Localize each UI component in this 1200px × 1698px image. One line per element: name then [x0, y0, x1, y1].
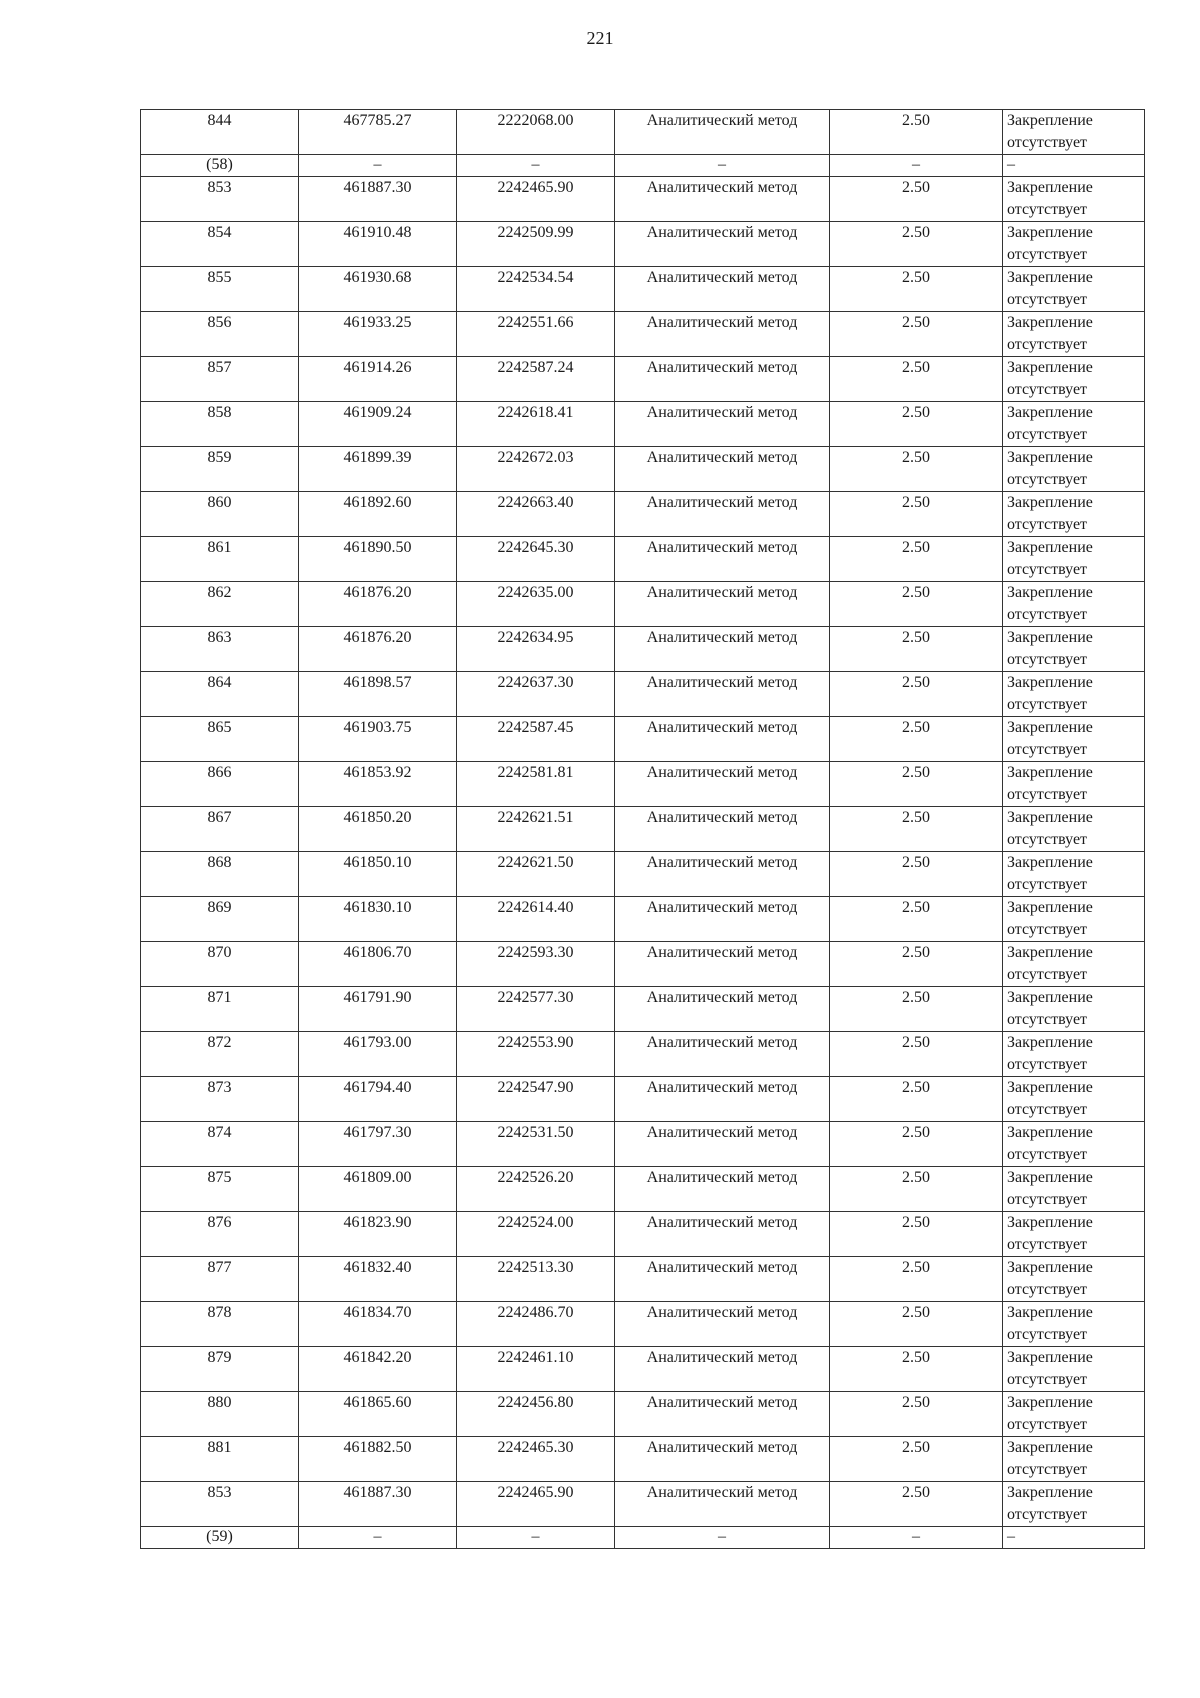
accuracy-cell: 2.50: [830, 312, 1003, 357]
y-coordinate-cell: 2242486.70: [457, 1302, 615, 1347]
table-row: [141, 807, 1145, 852]
point-number-cell: 862: [141, 582, 299, 627]
x-coordinate-cell: 461850.20: [299, 807, 457, 852]
point-number-cell: 878: [141, 1302, 299, 1347]
y-coordinate-cell: 2242637.30: [457, 672, 615, 717]
method-cell: Аналитический метод: [615, 717, 830, 762]
y-coordinate-cell: 2242614.40: [457, 897, 615, 942]
y-coordinate-cell: 2242581.81: [457, 762, 615, 807]
x-coordinate-cell: 461876.20: [299, 627, 457, 672]
accuracy-cell: 2.50: [830, 267, 1003, 312]
x-coordinate-cell: 461791.90: [299, 987, 457, 1032]
fixation-cell: Закрепление отсутствует: [1003, 1302, 1145, 1347]
point-number-cell: 860: [141, 492, 299, 537]
fixation-cell: Закрепление отсутствует: [1003, 177, 1145, 222]
y-coordinate-cell: 2242465.90: [457, 177, 615, 222]
method-cell: Аналитический метод: [615, 110, 830, 155]
method-cell: Аналитический метод: [615, 1482, 830, 1527]
y-coordinate-cell: 2242621.51: [457, 807, 615, 852]
x-coordinate-cell: 461910.48: [299, 222, 457, 267]
table-row: [141, 672, 1145, 717]
point-number-cell: 868: [141, 852, 299, 897]
accuracy-cell: 2.50: [830, 627, 1003, 672]
point-number-cell: 857: [141, 357, 299, 402]
accuracy-cell: 2.50: [830, 717, 1003, 762]
y-coordinate-cell: 2242645.30: [457, 537, 615, 582]
y-coordinate-cell: 2242577.30: [457, 987, 615, 1032]
table-row: [141, 267, 1145, 312]
point-number-cell: 881: [141, 1437, 299, 1482]
y-coordinate-cell: 2242663.40: [457, 492, 615, 537]
table-row: [141, 1077, 1145, 1122]
table-row: [141, 852, 1145, 897]
point-number-cell: 863: [141, 627, 299, 672]
table-row: [141, 1257, 1145, 1302]
table-row: [141, 762, 1145, 807]
table-row: [141, 312, 1145, 357]
accuracy-cell: 2.50: [830, 1392, 1003, 1437]
point-number-cell: 856: [141, 312, 299, 357]
method-cell: Аналитический метод: [615, 357, 830, 402]
point-number-cell: 864: [141, 672, 299, 717]
x-coordinate-cell: 461933.25: [299, 312, 457, 357]
method-cell: Аналитический метод: [615, 762, 830, 807]
method-cell: Аналитический метод: [615, 1437, 830, 1482]
accuracy-cell: –: [830, 1527, 1003, 1549]
point-number-cell: 865: [141, 717, 299, 762]
point-number-cell: 844: [141, 110, 299, 155]
table-row: [141, 357, 1145, 402]
accuracy-cell: 2.50: [830, 762, 1003, 807]
point-number-cell: 870: [141, 942, 299, 987]
point-number-cell: 876: [141, 1212, 299, 1257]
x-coordinate-cell: –: [299, 155, 457, 177]
x-coordinate-cell: –: [299, 1527, 457, 1549]
method-cell: Аналитический метод: [615, 807, 830, 852]
x-coordinate-cell: 461876.20: [299, 582, 457, 627]
y-coordinate-cell: 2242465.90: [457, 1482, 615, 1527]
accuracy-cell: 2.50: [830, 110, 1003, 155]
accuracy-cell: 2.50: [830, 357, 1003, 402]
x-coordinate-cell: 461830.10: [299, 897, 457, 942]
table-row: [141, 1482, 1145, 1527]
accuracy-cell: 2.50: [830, 1212, 1003, 1257]
point-number-cell: 858: [141, 402, 299, 447]
x-coordinate-cell: 461809.00: [299, 1167, 457, 1212]
table-row: [141, 1167, 1145, 1212]
accuracy-cell: 2.50: [830, 177, 1003, 222]
page-number: 221: [586, 28, 614, 48]
x-coordinate-cell: 461930.68: [299, 267, 457, 312]
method-cell: Аналитический метод: [615, 942, 830, 987]
point-number-cell: (59): [141, 1527, 299, 1549]
accuracy-cell: 2.50: [830, 1257, 1003, 1302]
x-coordinate-cell: 461794.40: [299, 1077, 457, 1122]
fixation-cell: Закрепление отсутствует: [1003, 537, 1145, 582]
method-cell: Аналитический метод: [615, 672, 830, 717]
point-number-cell: 880: [141, 1392, 299, 1437]
accuracy-cell: 2.50: [830, 537, 1003, 582]
fixation-cell: Закрепление отсутствует: [1003, 1392, 1145, 1437]
contour-separator-row: [141, 1527, 1145, 1549]
point-number-cell: 871: [141, 987, 299, 1032]
y-coordinate-cell: 2242465.30: [457, 1437, 615, 1482]
y-coordinate-cell: –: [457, 155, 615, 177]
method-cell: Аналитический метод: [615, 1347, 830, 1392]
table-row: [141, 537, 1145, 582]
table-row: [141, 1122, 1145, 1167]
x-coordinate-cell: 461898.57: [299, 672, 457, 717]
fixation-cell: –: [1003, 155, 1145, 177]
y-coordinate-cell: 2242672.03: [457, 447, 615, 492]
x-coordinate-cell: 467785.27: [299, 110, 457, 155]
table-row: [141, 492, 1145, 537]
accuracy-cell: 2.50: [830, 987, 1003, 1032]
accuracy-cell: 2.50: [830, 807, 1003, 852]
x-coordinate-cell: 461823.90: [299, 1212, 457, 1257]
point-number-cell: (58): [141, 155, 299, 177]
y-coordinate-cell: 2242534.54: [457, 267, 615, 312]
point-number-cell: 877: [141, 1257, 299, 1302]
table-row: [141, 717, 1145, 762]
accuracy-cell: 2.50: [830, 1482, 1003, 1527]
y-coordinate-cell: 2242553.90: [457, 1032, 615, 1077]
accuracy-cell: 2.50: [830, 897, 1003, 942]
method-cell: Аналитический метод: [615, 582, 830, 627]
fixation-cell: Закрепление отсутствует: [1003, 672, 1145, 717]
point-number-cell: 855: [141, 267, 299, 312]
fixation-cell: –: [1003, 1527, 1145, 1549]
method-cell: Аналитический метод: [615, 1122, 830, 1167]
y-coordinate-cell: 2242587.24: [457, 357, 615, 402]
table-row: [141, 1302, 1145, 1347]
table-row: [141, 402, 1145, 447]
table-row: [141, 222, 1145, 267]
y-coordinate-cell: 2242551.66: [457, 312, 615, 357]
fixation-cell: Закрепление отсутствует: [1003, 627, 1145, 672]
accuracy-cell: 2.50: [830, 492, 1003, 537]
table-row: [141, 582, 1145, 627]
x-coordinate-cell: 461832.40: [299, 1257, 457, 1302]
fixation-cell: Закрепление отсутствует: [1003, 312, 1145, 357]
method-cell: Аналитический метод: [615, 852, 830, 897]
method-cell: Аналитический метод: [615, 312, 830, 357]
point-number-cell: 861: [141, 537, 299, 582]
x-coordinate-cell: 461865.60: [299, 1392, 457, 1437]
method-cell: Аналитический метод: [615, 492, 830, 537]
y-coordinate-cell: –: [457, 1527, 615, 1549]
fixation-cell: Закрепление отсутствует: [1003, 1482, 1145, 1527]
fixation-cell: Закрепление отсутствует: [1003, 762, 1145, 807]
fixation-cell: Закрепление отсутствует: [1003, 1167, 1145, 1212]
point-number-cell: 874: [141, 1122, 299, 1167]
method-cell: Аналитический метод: [615, 267, 830, 312]
y-coordinate-cell: 2242635.00: [457, 582, 615, 627]
point-number-cell: 872: [141, 1032, 299, 1077]
fixation-cell: Закрепление отсутствует: [1003, 492, 1145, 537]
accuracy-cell: 2.50: [830, 1302, 1003, 1347]
x-coordinate-cell: 461890.50: [299, 537, 457, 582]
point-number-cell: 869: [141, 897, 299, 942]
point-number-cell: 853: [141, 1482, 299, 1527]
fixation-cell: Закрепление отсутствует: [1003, 447, 1145, 492]
method-cell: Аналитический метод: [615, 1212, 830, 1257]
y-coordinate-cell: 2242509.99: [457, 222, 615, 267]
fixation-cell: Закрепление отсутствует: [1003, 807, 1145, 852]
fixation-cell: Закрепление отсутствует: [1003, 852, 1145, 897]
method-cell: Аналитический метод: [615, 1302, 830, 1347]
point-number-cell: 867: [141, 807, 299, 852]
point-number-cell: 854: [141, 222, 299, 267]
fixation-cell: Закрепление отсутствует: [1003, 222, 1145, 267]
method-cell: Аналитический метод: [615, 627, 830, 672]
accuracy-cell: 2.50: [830, 222, 1003, 267]
x-coordinate-cell: 461899.39: [299, 447, 457, 492]
fixation-cell: Закрепление отсутствует: [1003, 357, 1145, 402]
table-row: [141, 1032, 1145, 1077]
x-coordinate-cell: 461882.50: [299, 1437, 457, 1482]
accuracy-cell: 2.50: [830, 852, 1003, 897]
method-cell: Аналитический метод: [615, 537, 830, 582]
accuracy-cell: 2.50: [830, 672, 1003, 717]
y-coordinate-cell: 2242513.30: [457, 1257, 615, 1302]
method-cell: Аналитический метод: [615, 1032, 830, 1077]
point-number-cell: 853: [141, 177, 299, 222]
accuracy-cell: 2.50: [830, 447, 1003, 492]
table-row: [141, 627, 1145, 672]
x-coordinate-cell: 461850.10: [299, 852, 457, 897]
x-coordinate-cell: 461914.26: [299, 357, 457, 402]
fixation-cell: Закрепление отсутствует: [1003, 717, 1145, 762]
method-cell: Аналитический метод: [615, 1077, 830, 1122]
fixation-cell: Закрепление отсутствует: [1003, 942, 1145, 987]
contour-separator-row: [141, 155, 1145, 177]
table-row: [141, 447, 1145, 492]
y-coordinate-cell: 2242531.50: [457, 1122, 615, 1167]
table-row: [141, 1437, 1145, 1482]
method-cell: Аналитический метод: [615, 177, 830, 222]
fixation-cell: Закрепление отсутствует: [1003, 1437, 1145, 1482]
x-coordinate-cell: 461793.00: [299, 1032, 457, 1077]
accuracy-cell: 2.50: [830, 1347, 1003, 1392]
y-coordinate-cell: 2242634.95: [457, 627, 615, 672]
y-coordinate-cell: 2222068.00: [457, 110, 615, 155]
y-coordinate-cell: 2242587.45: [457, 717, 615, 762]
fixation-cell: Закрепление отсутствует: [1003, 1077, 1145, 1122]
y-coordinate-cell: 2242621.50: [457, 852, 615, 897]
fixation-cell: Закрепление отсутствует: [1003, 1032, 1145, 1077]
fixation-cell: Закрепление отсутствует: [1003, 1122, 1145, 1167]
method-cell: Аналитический метод: [615, 1392, 830, 1437]
fixation-cell: Закрепление отсутствует: [1003, 1212, 1145, 1257]
y-coordinate-cell: 2242461.10: [457, 1347, 615, 1392]
x-coordinate-cell: 461909.24: [299, 402, 457, 447]
table-row: [141, 1392, 1145, 1437]
fixation-cell: Закрепление отсутствует: [1003, 897, 1145, 942]
y-coordinate-cell: 2242524.00: [457, 1212, 615, 1257]
method-cell: Аналитический метод: [615, 1257, 830, 1302]
accuracy-cell: 2.50: [830, 1167, 1003, 1212]
fixation-cell: Закрепление отсутствует: [1003, 267, 1145, 312]
coordinates-table: [140, 109, 1145, 1549]
x-coordinate-cell: 461892.60: [299, 492, 457, 537]
x-coordinate-cell: 461806.70: [299, 942, 457, 987]
point-number-cell: 875: [141, 1167, 299, 1212]
method-cell: Аналитический метод: [615, 1167, 830, 1212]
x-coordinate-cell: 461887.30: [299, 1482, 457, 1527]
table-row: [141, 942, 1145, 987]
fixation-cell: Закрепление отсутствует: [1003, 987, 1145, 1032]
x-coordinate-cell: 461842.20: [299, 1347, 457, 1392]
accuracy-cell: 2.50: [830, 582, 1003, 627]
accuracy-cell: –: [830, 155, 1003, 177]
table-row: [141, 987, 1145, 1032]
table-row: [141, 897, 1145, 942]
method-cell: Аналитический метод: [615, 897, 830, 942]
accuracy-cell: 2.50: [830, 1032, 1003, 1077]
table-row: [141, 1347, 1145, 1392]
table-row: [141, 1212, 1145, 1257]
accuracy-cell: 2.50: [830, 942, 1003, 987]
x-coordinate-cell: 461887.30: [299, 177, 457, 222]
method-cell: Аналитический метод: [615, 987, 830, 1032]
accuracy-cell: 2.50: [830, 1122, 1003, 1167]
fixation-cell: Закрепление отсутствует: [1003, 582, 1145, 627]
x-coordinate-cell: 461834.70: [299, 1302, 457, 1347]
fixation-cell: Закрепление отсутствует: [1003, 402, 1145, 447]
table-row: [141, 110, 1145, 155]
y-coordinate-cell: 2242547.90: [457, 1077, 615, 1122]
y-coordinate-cell: 2242593.30: [457, 942, 615, 987]
y-coordinate-cell: 2242526.20: [457, 1167, 615, 1212]
y-coordinate-cell: 2242618.41: [457, 402, 615, 447]
method-cell: –: [615, 155, 830, 177]
method-cell: Аналитический метод: [615, 222, 830, 267]
table-row: [141, 177, 1145, 222]
fixation-cell: Закрепление отсутствует: [1003, 1347, 1145, 1392]
method-cell: Аналитический метод: [615, 402, 830, 447]
fixation-cell: Закрепление отсутствует: [1003, 110, 1145, 155]
point-number-cell: 859: [141, 447, 299, 492]
method-cell: –: [615, 1527, 830, 1549]
accuracy-cell: 2.50: [830, 402, 1003, 447]
point-number-cell: 879: [141, 1347, 299, 1392]
x-coordinate-cell: 461797.30: [299, 1122, 457, 1167]
coordinates-table-body: [141, 110, 1145, 1549]
point-number-cell: 873: [141, 1077, 299, 1122]
method-cell: Аналитический метод: [615, 447, 830, 492]
x-coordinate-cell: 461853.92: [299, 762, 457, 807]
fixation-cell: Закрепление отсутствует: [1003, 1257, 1145, 1302]
x-coordinate-cell: 461903.75: [299, 717, 457, 762]
y-coordinate-cell: 2242456.80: [457, 1392, 615, 1437]
accuracy-cell: 2.50: [830, 1437, 1003, 1482]
accuracy-cell: 2.50: [830, 1077, 1003, 1122]
point-number-cell: 866: [141, 762, 299, 807]
